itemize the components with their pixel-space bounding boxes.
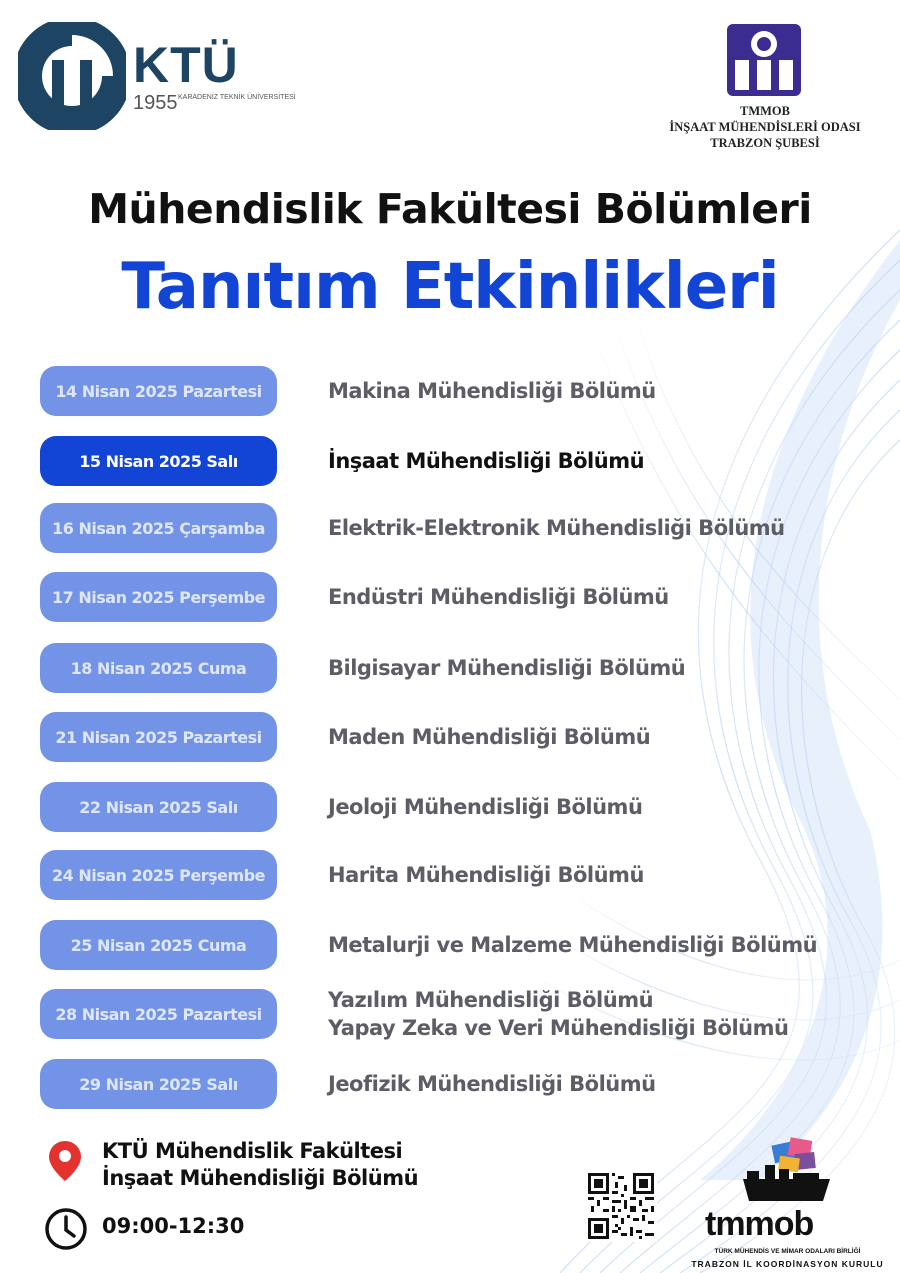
date-pill: 25 Nisan 2025 Cuma	[40, 920, 277, 970]
tmmob-wordmark: tmmob	[705, 1205, 814, 1243]
date-pill: 28 Nisan 2025 Pazartesi	[40, 989, 277, 1039]
date-pill: 18 Nisan 2025 Cuma	[40, 643, 277, 693]
department-name: Harita Mühendisliği Bölümü	[328, 863, 644, 887]
date-pill: 14 Nisan 2025 Pazartesi	[40, 366, 277, 416]
tmmob-org-name: TÜRK MÜHENDİS VE MİMAR ODALARI BİRLİĞİ	[714, 1248, 861, 1255]
date-pill: 21 Nisan 2025 Pazartesi	[40, 712, 277, 762]
department-name: Metalurji ve Malzeme Mühendisliği Bölümü	[328, 933, 818, 957]
page-title: Mühendislik Fakültesi Bölümleri	[88, 185, 812, 233]
ktu-logo	[18, 22, 296, 132]
ktu-name: KTÜ	[133, 37, 239, 93]
imo-emblem-icon	[727, 24, 801, 96]
event-location: KTÜ Mühendislik Fakültesi İnşaat Mühendisliği Bölümü	[102, 1139, 419, 1190]
date-pill: 29 Nisan 2025 Salı	[40, 1059, 277, 1109]
imo-line-3: TRABZON ŞUBESİ	[710, 136, 820, 150]
ktu-subtitle: KARADENİZ TEKNİK ÜNİVERSİTESİ	[178, 94, 296, 101]
date-pill-active: 15 Nisan 2025 Salı	[40, 436, 277, 486]
imo-logo	[640, 22, 890, 162]
department-name: Endüstri Mühendisliği Bölümü	[328, 585, 669, 609]
tmmob-council-name: TRABZON İL KOORDİNASYON KURULU	[691, 1259, 884, 1269]
department-name: Jeoloji Mühendisliği Bölümü	[328, 795, 643, 819]
date-pill: 16 Nisan 2025 Çarşamba	[40, 503, 277, 553]
date-pill: 22 Nisan 2025 Salı	[40, 782, 277, 832]
department-name: Bilgisayar Mühendisliği Bölümü	[328, 656, 686, 680]
tmmob-logo	[675, 1135, 900, 1270]
imo-line-2: İNŞAAT MÜHENDİSLERİ ODASI	[669, 120, 861, 134]
tmmob-emblem-icon	[675, 1135, 900, 1210]
clock-icon	[44, 1207, 88, 1251]
department-name: Maden Mühendisliği Bölümü	[328, 725, 651, 749]
department-name: Makina Mühendisliği Bölümü	[328, 379, 656, 403]
department-name: Jeofizik Mühendisliği Bölümü	[328, 1072, 656, 1096]
map-pin-icon	[48, 1140, 82, 1182]
qr-code[interactable]	[585, 1170, 657, 1242]
page-subtitle: Tanıtım Etkinlikleri	[121, 250, 779, 324]
ktu-emblem-icon	[18, 22, 126, 130]
event-time: 09:00-12:30	[102, 1214, 245, 1238]
department-name: Elektrik-Elektronik Mühendisliği Bölümü	[328, 516, 785, 540]
date-pill: 17 Nisan 2025 Perşembe	[40, 572, 277, 622]
ktu-year: 1955	[133, 92, 178, 114]
department-name-active: İnşaat Mühendisliği Bölümü	[328, 449, 645, 473]
department-name: Yazılım Mühendisliği Bölümü Yapay Zeka ve Veri Mühendisliği Bölümü	[328, 988, 789, 1040]
imo-line-1: TMMOB	[740, 104, 790, 118]
date-pill: 24 Nisan 2025 Perşembe	[40, 850, 277, 900]
